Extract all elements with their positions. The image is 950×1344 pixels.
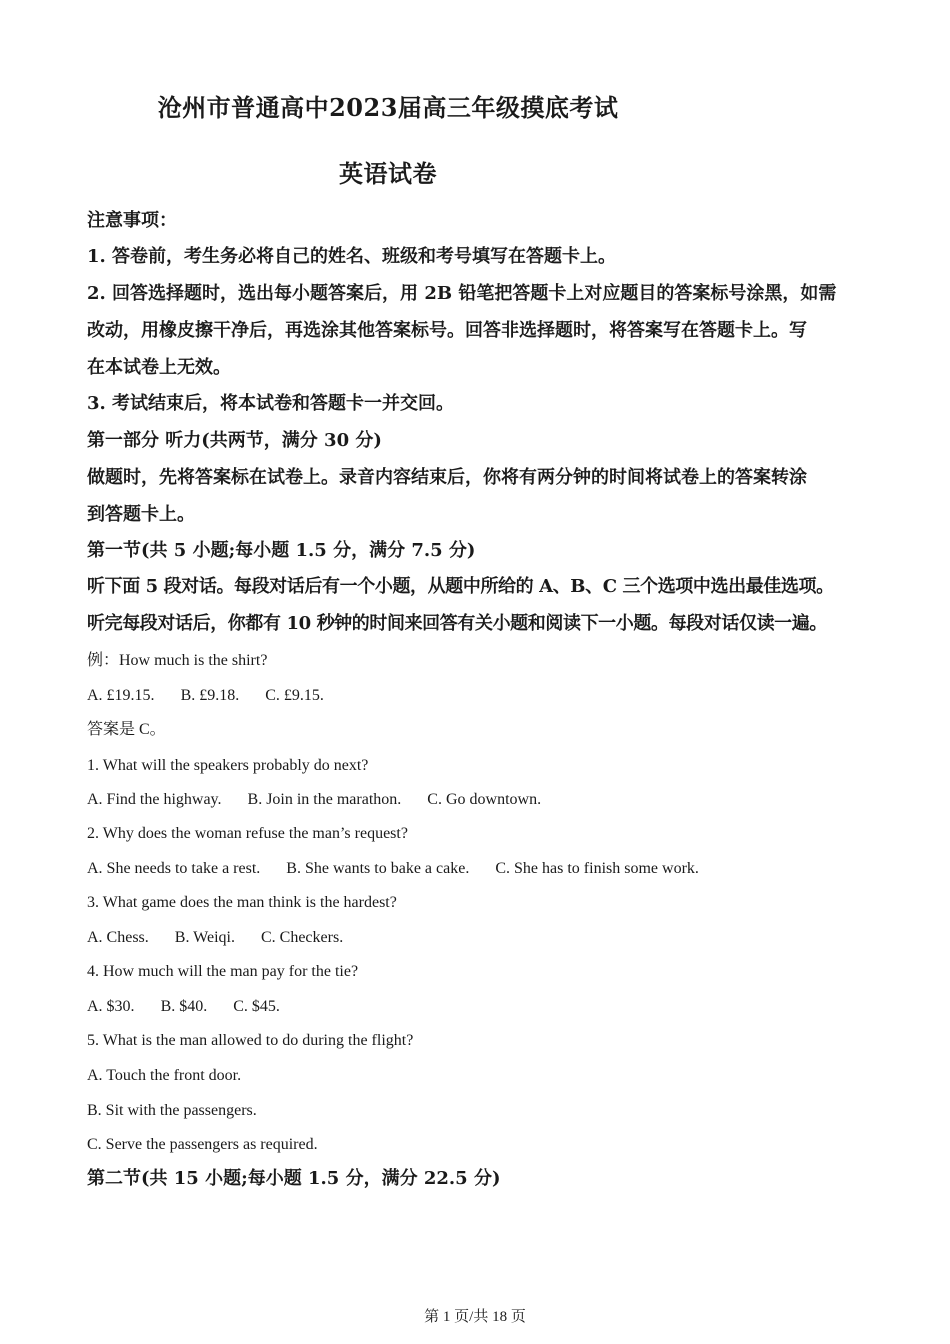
question-3-options: [87, 927, 365, 949]
question-5-option-c: C. Serve the passengers as required.: [87, 1136, 318, 1153]
option: C. Go downtown.: [427, 791, 542, 808]
option: C. Checkers.: [260, 929, 344, 946]
option: A. Find the highway.: [87, 791, 222, 808]
option: A. $30.: [87, 998, 135, 1015]
example-question: 例：How much is the shirt?: [87, 652, 268, 669]
notice-item-3: 3. 考试结束后，将本试卷和答题卡一并交回。: [87, 393, 455, 414]
question-1-options: [87, 789, 563, 811]
section1-intro-line-2: 听完每段对话后，你都有 10 秒钟的时间来回答有关小题和阅读下一小题。每段对话仅读一遍。: [87, 613, 827, 634]
question-5-option-b: B. Sit with the passengers.: [87, 1102, 257, 1119]
question-2: 2. Why does the woman refuse the man’s request?: [87, 825, 408, 842]
example-options: [87, 685, 346, 707]
exam-title: 沧州市普通高中2023届高三年级摸底考试: [157, 93, 619, 122]
example-answer: 答案是 C。: [87, 721, 166, 738]
question-3: 3. What game does the man think is the hardest?: [87, 894, 397, 911]
page-footer: 第 1 页/共 18 页: [424, 1309, 526, 1325]
option: B. £9.18.: [180, 687, 240, 704]
part1-heading: 第一部分 听力(共两节，满分 30 分): [87, 430, 382, 451]
section2-heading: 第二节(共 15 小题;每小题 1.5 分，满分 22.5 分): [87, 1168, 501, 1189]
option: C. $45.: [233, 998, 280, 1015]
option: C. £9.15.: [265, 687, 324, 704]
notice-item-2-line-3: 在本试卷上无效。: [87, 357, 231, 378]
option: B. She wants to bake a cake.: [286, 860, 470, 877]
section1-heading: 第一节(共 5 小题;每小题 1.5 分，满分 7.5 分): [87, 540, 476, 561]
question-5: 5. What is the man allowed to do during the flight?: [87, 1032, 414, 1049]
question-4: 4. How much will the man pay for the tie?: [87, 963, 359, 980]
question-1: 1. What will the speakers probably do next?: [87, 757, 369, 774]
question-4-options: [87, 996, 302, 1018]
section1-intro-line-1: 听下面 5 段对话。每段对话后有一个小题，从题中所给的 A、B、C 三个选项中选出最佳选项。: [87, 576, 834, 597]
part1-intro-line-1: 做题时，先将答案标在试卷上。录音内容结束后，你将有两分钟的时间将试卷上的答案转涂: [87, 467, 807, 488]
option: B. Join in the marathon.: [247, 791, 402, 808]
question-5-option-a: A. Touch the front door.: [87, 1067, 242, 1084]
option: C. She has to finish some work.: [495, 860, 699, 877]
option: B. $40.: [160, 998, 208, 1015]
option: B. Weiqi.: [174, 929, 235, 946]
notice-heading: 注意事项：: [87, 210, 177, 231]
part1-intro-line-2: 到答题卡上。: [87, 504, 195, 525]
option: A. £19.15.: [87, 687, 155, 704]
notice-item-2-line-1: 2. 回答选择题时，选出每小题答案后，用 2B 铅笔把答题卡上对应题目的答案标号涂黑，如需: [87, 283, 837, 304]
exam-subtitle: 英语试卷: [339, 159, 437, 188]
option: A. She needs to take a rest.: [87, 860, 261, 877]
option: A. Chess.: [87, 929, 149, 946]
notice-item-2-line-2: 改动，用橡皮擦干净后，再选涂其他答案标号。回答非选择题时，将答案写在答题卡上。写: [87, 320, 807, 341]
question-2-options: [87, 858, 721, 880]
notice-item-1: 1. 答卷前，考生务必将自己的姓名、班级和考号填写在答题卡上。: [87, 246, 617, 267]
